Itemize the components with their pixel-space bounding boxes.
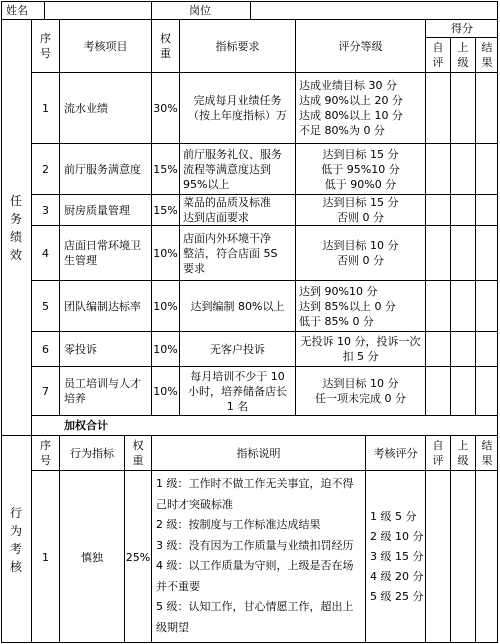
row6-item: 零投诉 xyxy=(64,342,97,356)
section-title-behavior: 行 为 考 核 xyxy=(9,506,22,574)
col-req-header: 指标要求 xyxy=(215,39,260,53)
col-result-header: 结 果 xyxy=(481,41,493,69)
row4-no: 4 xyxy=(42,246,49,260)
col-weight-header: 权 重 xyxy=(160,32,171,60)
row3-req: 菜品的品质及标准 达到店面要求 xyxy=(183,196,271,224)
row2-no: 2 xyxy=(42,162,49,176)
row1-no: 1 xyxy=(42,101,49,115)
row4-item: 店面日常环境卫 生管理 xyxy=(64,239,141,267)
row1-req: 完成每月业绩任务 （按上年度指标）万 xyxy=(188,94,287,122)
s2-col-grade-header: 考核评分 xyxy=(373,446,418,460)
section-title-task: 任 务 绩 效 xyxy=(9,194,22,262)
row3-no: 3 xyxy=(42,203,49,217)
weighted-total-label: 加权合计 xyxy=(64,419,108,432)
name-label: 姓名 xyxy=(6,4,28,17)
position-label: 岗位 xyxy=(189,4,211,17)
s2-row1-grade: 1 级 5 分 2 级 10 分 3 级 15 分 4 级 20 分 5 级 25 分 xyxy=(370,510,424,603)
row2-grade: 达到目标 15 分 低于 95%10 分 低于 90%0 分 xyxy=(321,147,400,191)
s2-col-desc-header: 指标说明 xyxy=(236,446,281,460)
s2-col-result-header: 结 果 xyxy=(481,439,493,467)
row6-weight: 10% xyxy=(153,342,178,356)
row7-item: 员工培训与人才 培养 xyxy=(64,377,141,405)
row3-grade: 达到目标 15 分 否则 0 分 xyxy=(322,196,399,224)
col-item-header: 考核项目 xyxy=(83,39,128,53)
row6-grade: 无投诉 10 分，投诉一次 扣 5 分 xyxy=(300,335,421,363)
s2-col-weight-header: 权 重 xyxy=(132,439,144,467)
col-self-header: 自 评 xyxy=(432,41,444,69)
row2-weight: 15% xyxy=(153,162,178,176)
row4-grade: 达到目标 10 分 否则 0 分 xyxy=(322,239,399,267)
row7-weight: 10% xyxy=(153,384,178,398)
row4-req: 店面内外环境干净 整洁，符合店面 5S 要求 xyxy=(183,231,278,275)
row3-item: 厨房质量管理 xyxy=(64,203,130,217)
row2-req: 前厅服务礼仪、服务 流程等满意度达到 95%以上 xyxy=(183,147,282,191)
col-seq-header: 序 号 xyxy=(40,32,51,60)
s2-col-sup-header: 上 级 xyxy=(457,439,469,467)
s2-row1-weight: 25% xyxy=(125,550,151,564)
row7-req: 每月培训不少于 10 小时，培养储备店长 1 名 xyxy=(188,369,287,413)
row1-grade: 达成业绩目标 30 分 达成 90%以上 20 分 达成 80%以上 10 分 不足 80%为 0 分 xyxy=(299,79,403,137)
s2-col-item-header: 行为指标 xyxy=(70,446,114,460)
row6-no: 6 xyxy=(42,342,49,356)
row7-no: 7 xyxy=(42,384,49,398)
s2-col-self-header: 自 评 xyxy=(432,439,444,467)
col-grade-header: 评分等级 xyxy=(338,39,383,53)
s2-row1-desc: 1 级：工作时不做工作无关事宜，迫不得 己时才突破标准 2 级：按制度与工作标准达成结果 3 级：没有因为工作质量与业绩扣罚经历 4 级：以工作质量为守则，上级是否在场 并不重要 5 级：认知工作，甘心情愿工作，超出上 级期望 xyxy=(156,477,354,634)
col-score-header: 得分 xyxy=(451,22,473,35)
row1-weight: 30% xyxy=(153,101,178,115)
row6-req: 无客户投诉 xyxy=(210,342,265,356)
row7-grade: 达到目标 10 分 任一项未完成 0 分 xyxy=(315,377,406,405)
row1-item: 流水业绩 xyxy=(64,101,108,115)
s2-col-seq-header: 序 号 xyxy=(40,439,51,467)
col-sup-header: 上 级 xyxy=(457,41,469,69)
s2-row1-no: 1 xyxy=(42,550,49,564)
row2-item: 前厅服务满意度 xyxy=(64,162,141,176)
row4-weight: 10% xyxy=(153,246,178,260)
s2-row1-item: 慎独 xyxy=(81,550,103,564)
row5-item: 团队编制达标率 xyxy=(64,299,141,313)
row5-req: 达到编制 80%以上 xyxy=(190,299,285,313)
row5-weight: 10% xyxy=(153,299,178,313)
row3-weight: 15% xyxy=(153,203,178,217)
row5-grade: 达到 90%10 分 达到 85%以上 0 分 低于 85% 0 分 xyxy=(299,284,396,328)
row5-no: 5 xyxy=(42,299,49,313)
